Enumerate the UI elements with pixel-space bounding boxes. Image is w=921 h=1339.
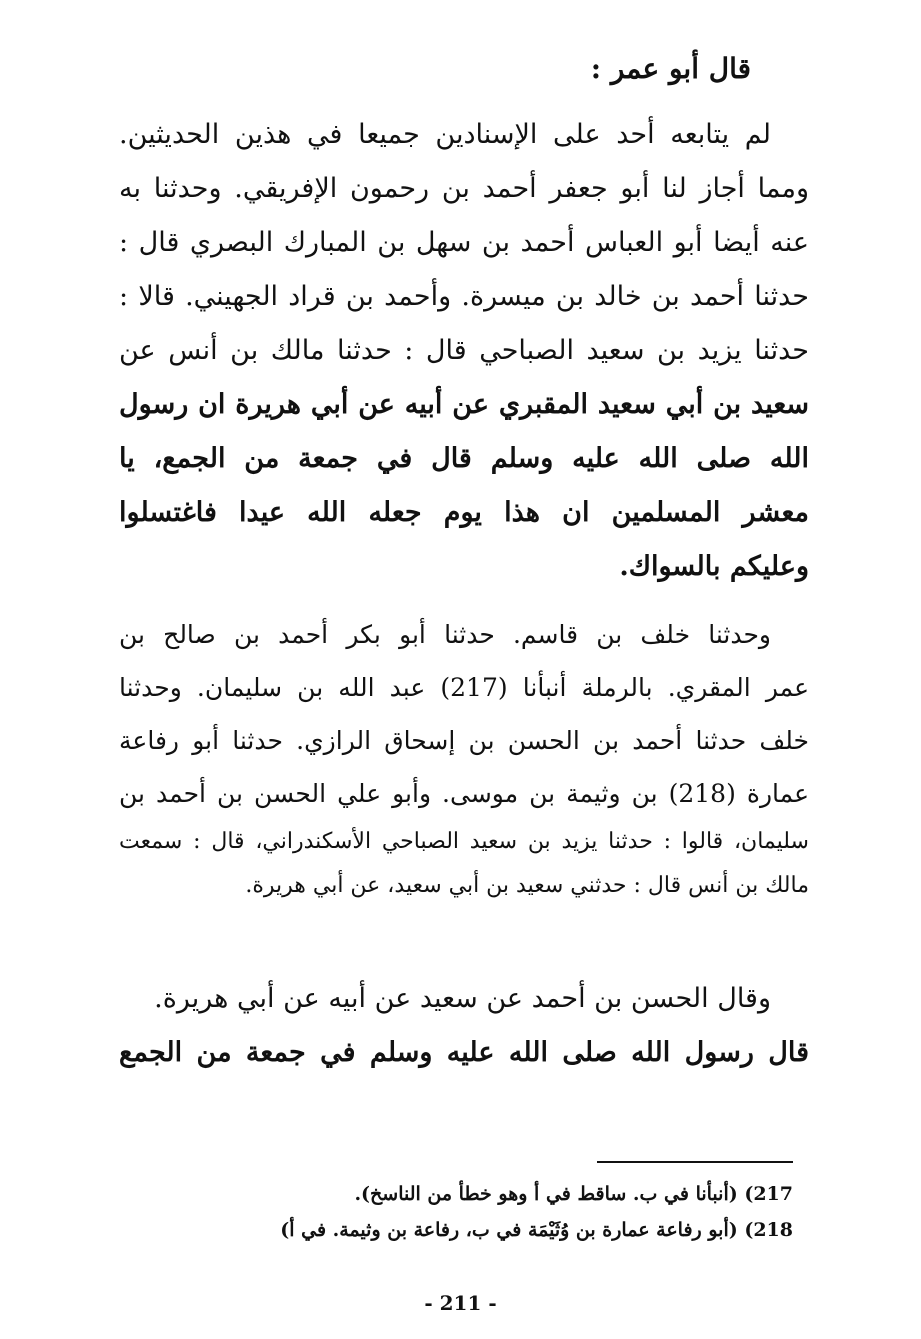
footnote-217: 217) (أنبأنا في ب. ساقط في أ وهو خطأ من الناسخ). <box>354 1183 793 1205</box>
text-line: خلف حدثنا أحمد بن الحسن بن إسحاق الرازي. حدثنا أبو رفاعة <box>119 726 809 755</box>
text-line: مالك بن أنس قال : حدثني سعيد بن أبي سعيد، عن أبي هريرة. <box>245 873 809 898</box>
footnote-218: 218) (أبو رفاعة عمارة بن وُثَيْمَة في ب، رفاعة بن وثيمة. في أ) <box>280 1219 793 1241</box>
text-line: وعليكم بالسواك. <box>619 551 809 582</box>
text-line: حدثنا أحمد بن خالد بن ميسرة. وأحمد بن قراد الجهيني. قالا : <box>119 281 809 312</box>
text-line: عمارة (218) بن وثيمة بن موسى. وأبو علي الحسن بن أحمد بن <box>119 779 809 808</box>
page-number: - 211 - <box>424 1291 497 1315</box>
text-line: سليمان، قالوا : حدثنا يزيد بن سعيد الصباحي الأسكندراني، قال : سمعت <box>119 829 809 854</box>
footnote-divider <box>597 1161 793 1163</box>
text-line: سعيد بن أبي سعيد المقبري عن أبيه عن أبي هريرة ان رسول <box>119 389 809 420</box>
text-line: وقال الحسن بن أحمد عن سعيد عن أبيه عن أبي هريرة. <box>154 983 771 1014</box>
paragraph-3 <box>119 972 809 1080</box>
text-line: قال رسول الله صلى الله عليه وسلم في جمعة من الجمع <box>119 1037 809 1068</box>
text-line: ومما أجاز لنا أبو جعفر أحمد بن رحمون الإفريقي. وحدثنا به <box>119 173 809 204</box>
footnotes <box>193 1176 793 1248</box>
text-line: معشر المسلمين ان هذا يوم جعله الله عيدا فاغتسلوا <box>119 497 809 528</box>
section-heading: قال أبو عمر : <box>590 52 751 85</box>
text-line: الله صلى الله عليه وسلم قال في جمعة من الجمع، يا <box>119 443 809 474</box>
text-line: حدثنا يزيد بن سعيد الصباحي قال : حدثنا مالك بن أنس عن <box>119 335 809 366</box>
text-line: وحدثنا خلف بن قاسم. حدثنا أبو بكر أحمد بن صالح بن <box>119 620 771 649</box>
text-line: عنه أيضا أبو العباس أحمد بن سهل بن المبارك البصري قال : <box>119 227 809 258</box>
text-line: عمر المقري. بالرملة أنبأنا (217) عبد الله بن سليمان. وحدثنا <box>119 673 809 702</box>
paragraph-1 <box>119 108 809 594</box>
text-line: لم يتابعه أحد على الإسنادين جميعا في هذين الحديثين. <box>119 119 771 150</box>
paragraph-2 <box>119 608 809 908</box>
